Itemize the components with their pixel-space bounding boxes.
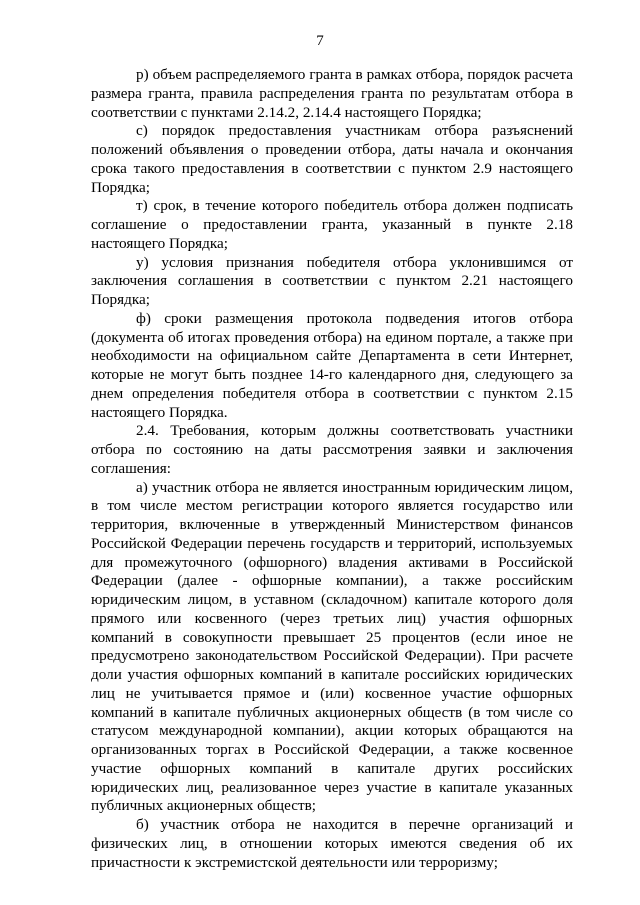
document-body xyxy=(91,66,573,872)
paragraph-t: т) срок, в течение которого победитель отбора должен подписать соглашение о предоставлении гранта, указанный в пункте 2.18 настоящего Порядка; xyxy=(91,197,573,252)
paragraph-b: б) участник отбора не находится в перечне организаций и физических лиц, в отношении которых имеются сведения об их причастности к экстремистской деятельности или терроризму; xyxy=(91,816,573,871)
paragraph-s: с) порядок предоставления участникам отбора разъяснений положений объявления о проведении отбора, даты начала и окончания срока такого предоставления в соответствии с пунктом 2.9 настоящего Порядка; xyxy=(91,122,573,196)
paragraph-a: а) участник отбора не является иностранным юридическим лицом, в том числе местом регистрации которого является государство или территория, включенные в утвержденный Министерством финансов Российской Федерации перечень государств и территорий, используемых для промежуточного (офшорного) владения активами в Российской Федерации (далее - офшорные компании), а также российским юридическим лицом, в уставном (складочном) капитале которого доля прямого или косвенного (через третьих лиц) участия офшорных компаний в совокупности превышает 25 процентов (если иное не предусмотрено законодательством Российской Федерации). При расчете доли участия офшорных компаний в капитале российских юридических лиц не учитывается прямое и (или) косвенное участие офшорных компаний в капитале публичных акционерных обществ (в том числе со статусом международной компании), акции которых обращаются на организованных торгах в Российской Федерации, а также косвенное участие офшорных компаний в капитале других российских юридических лиц, реализованное через участие в капитале указанных публичных акционерных обществ; xyxy=(91,478,573,815)
paragraph-2-4: 2.4. Требования, которым должны соответствовать участники отбора по состоянию на даты рассмотрения заявки и заключения соглашения: xyxy=(91,422,573,477)
paragraph-u: у) условия признания победителя отбора уклонившимся от заключения соглашения в соответствии с пунктом 2.21 настоящего Порядка; xyxy=(91,253,573,308)
paragraph-r: р) объем распределяемого гранта в рамках отбора, порядок расчета размера гранта, правила распределения гранта по результатам отбора в соответствии с пунктами 2.14.2, 2.14.4 настоящего Порядка; xyxy=(91,66,573,121)
page-number: 7 xyxy=(316,33,324,49)
paragraph-f: ф) сроки размещения протокола подведения итогов отбора (документа об итогах проведения отбора) на едином портале, а также при необходимости на официальном сайте Департамента в сети Интернет, которые не могут быть позднее 14-го календарного дня, следующего за днем определения победителя отбора в соответствии с пунктом 2.15 настоящего Порядка. xyxy=(91,309,573,421)
